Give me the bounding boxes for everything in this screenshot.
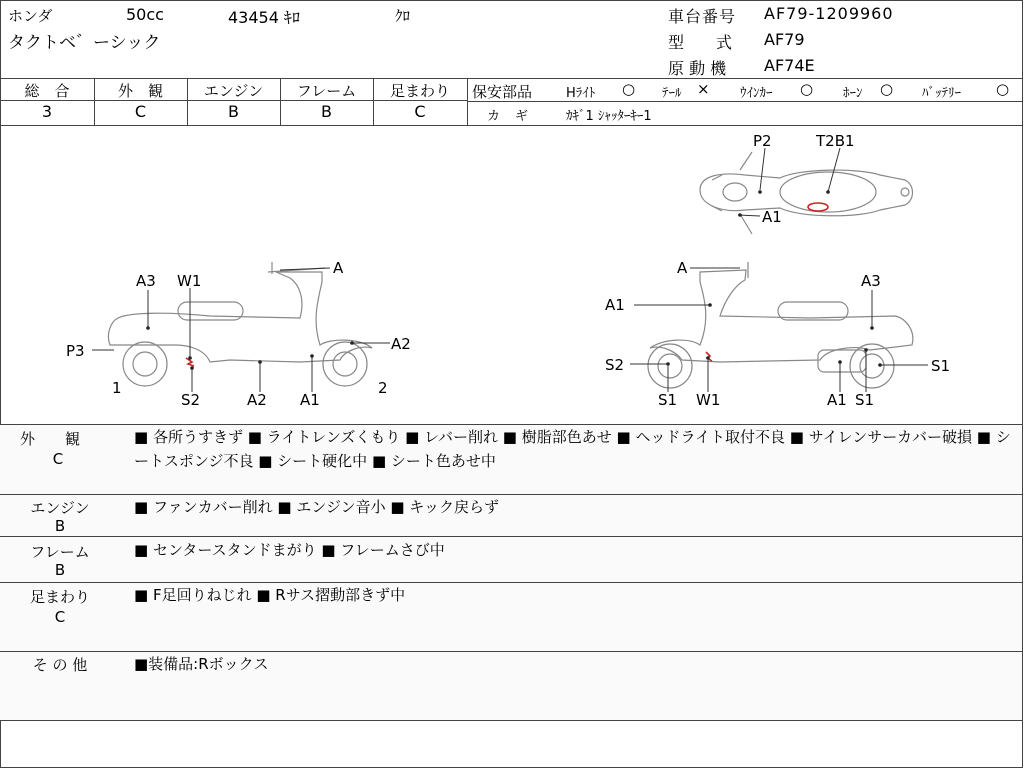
section-exterior-text: ■ 各所うすきず ■ ライトレンズくもり ■ レバー削れ ■ 樹脂部色あせ ■ ヘッドライト取付不良 ■ サイレンサーカバー破損 ■ シートスポンジ不良 ■ シート硬化中 ■ シート色あせ中 [134,428,1011,470]
section-other-text: ■装備品:Rボックス [134,655,269,673]
label-right-w1: W1 [696,391,721,409]
leader-lines [92,148,928,392]
section-engine [0,495,1022,536]
maker: ホンダ [8,7,53,25]
key-value: ｶｷﾞ1 ｼｬｯﾀｰｷｰ1 [566,109,652,124]
section-exterior-label: 外 観 [19,430,80,448]
divider [467,101,1022,102]
safety-label: 保安部品 [472,83,533,101]
label-left-p3: P3 [66,342,85,360]
grade-exterior-value: C [134,102,147,121]
label-left-a2: A2 [247,391,267,409]
scooter-top-view [700,152,913,234]
label-right-s1-bottom: S1 [658,391,678,409]
grade-engine-label: エンジン [203,82,264,100]
label-left-1: 1 [112,379,122,397]
safety-winker-mark: ○ [800,80,814,98]
safety-headlight-label: Hﾗｲﾄ [566,86,596,101]
damage-diagram [0,126,1022,424]
label-top-a1: A1 [762,208,782,226]
grade-overall-value: 3 [41,102,53,121]
section-engine-label: エンジン [30,499,90,517]
section-suspension-grade: C [54,608,66,626]
safety-taillight-label: ﾃｰﾙ [662,86,682,101]
label-right-s1-bottom2: S1 [855,391,875,409]
section-suspension-text: ■ F足回りねじれ ■ Rサス摺動部きず中 [134,586,406,604]
section-other [0,652,1022,720]
safety-battery-mark: ○ [996,80,1010,98]
label-right-a3: A3 [861,272,881,290]
label-right-a1: A1 [605,296,625,314]
section-engine-text: ■ ファンカバー削れ ■ エンジン音小 ■ キック戻らず [134,498,500,516]
divider [0,78,1022,79]
safety-taillight-mark: × [697,80,710,98]
mileage: 43454 ｷﾛ [228,8,300,27]
grade-frame-value: B [321,102,332,121]
section-suspension-label: 足まわり [29,588,90,606]
frame-number-label: 車台番号 [668,7,737,26]
label-right-s2: S2 [605,356,625,374]
label-left-w1: W1 [177,272,202,290]
damage-mark-top [808,203,828,211]
divider [0,720,1022,721]
safety-headlight-mark: ○ [622,80,636,98]
color: ｸﾛ [395,7,411,25]
label-top-t2b1: T2B1 [816,132,855,150]
grade-suspension-label: 足まわり [389,82,450,100]
grade-exterior-label: 外 観 [117,82,163,100]
label-left-a: A [333,259,344,277]
section-frame-grade: B [54,561,66,579]
label-left-a3: A3 [136,272,156,290]
model-name: タクトベ゛ーシック [8,33,161,53]
damage-mark-right [706,352,712,361]
label-left-a1: A1 [300,391,320,409]
section-other-label: そ の 他 [32,656,88,674]
key-label: カ ギ [487,109,530,124]
frame-number: AF79-1209960 [764,4,894,23]
grade-engine-value: B [228,102,239,121]
section-frame-label: フレーム [30,543,90,561]
label-left-a2-right: A2 [391,335,411,353]
model-type: AF79 [764,30,805,49]
label-right-a1-bottom: A1 [827,391,847,409]
safety-horn-mark: ○ [880,80,894,98]
label-right-s1: S1 [931,357,951,375]
section-suspension [0,583,1022,651]
grade-frame-label: フレーム [296,82,357,100]
section-exterior-grade: C [52,450,64,468]
engine-type-label: 原 動 機 [668,59,727,78]
model-type-label: 型 式 [668,33,733,52]
label-left-2: 2 [378,379,388,397]
label-right-a: A [677,259,688,277]
grade-suspension-value: C [414,102,426,121]
section-engine-grade: B [54,517,66,535]
safety-battery-label: ﾊﾞｯﾃﾘｰ [922,86,961,101]
label-top-p2: P2 [753,132,772,150]
section-exterior [0,425,1022,494]
engine-type: AF74E [764,56,815,75]
grade-overall-label: 総 合 [24,82,70,100]
displacement: 50cc [126,5,164,24]
label-left-s2: S2 [181,391,201,409]
safety-horn-label: ﾎｰﾝ [843,86,863,101]
section-frame [0,537,1022,582]
safety-winker-label: ｳｲﾝｶｰ [740,86,773,101]
section-frame-text: ■ センタースタンドまがり ■ フレームさび中 [134,541,445,559]
divider [467,78,468,125]
